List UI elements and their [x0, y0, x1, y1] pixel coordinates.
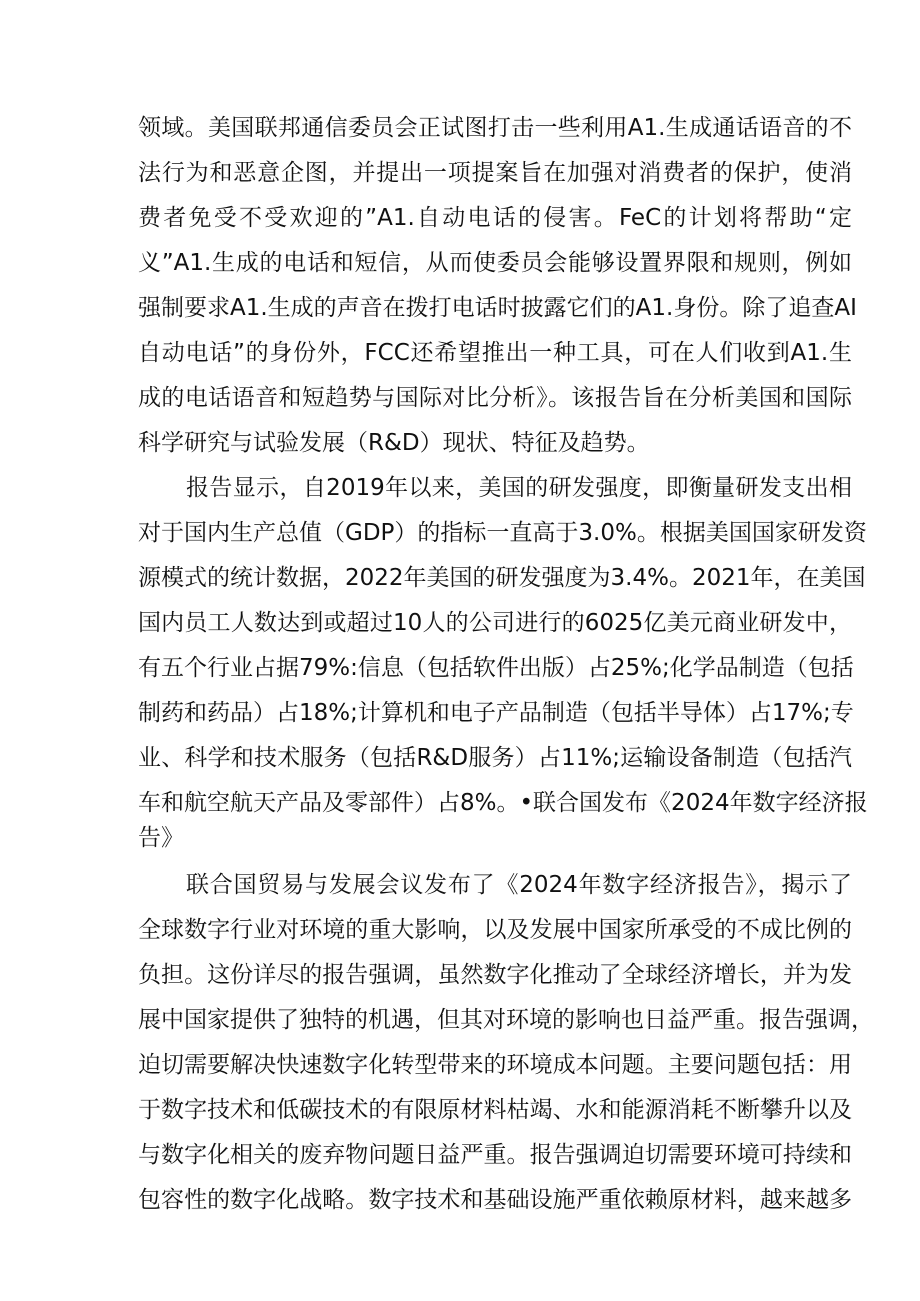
text-line: 联合国贸易与发展会议发布了《2024年数字经济报告》，揭示了 [186, 872, 852, 898]
text-line: 车和航空航天产品及零部件）占8%。•联合国发布《2024年数字经济报 [138, 790, 868, 816]
text-line: 全球数字行业对环境的重大影响，以及发展中国家所承受的不成比例的 [138, 917, 852, 943]
text-line: 迫切需要解决快速数字化转型带来的环境成本问题。主要问题包括：用 [138, 1052, 852, 1078]
text-line: 包容性的数字化战略。数字技术和基础设施严重依赖原材料，越来越多 [138, 1187, 852, 1213]
text-line: 业、科学和技术服务（包括R&D服务）占11%;运输设备制造（包括汽 [138, 745, 852, 771]
text-line: 自动电话”的身份外，FCC还希望推出一种工具，可在人们收到A1.生 [138, 340, 852, 366]
text-line: 告》 [138, 825, 184, 851]
text-line: 费者免受不受欢迎的”A1.自动电话的侵害。FeC的计划将帮助“定 [138, 205, 852, 231]
text-line: 领域。美国联邦通信委员会正试图打击一些利用A1.生成通话语音的不 [138, 115, 852, 141]
text-line: 制药和药品）占18%;计算机和电子产品制造（包括半导体）占17%;专 [138, 700, 854, 726]
text-line: 负担。这份详尽的报告强调，虽然数字化推动了全球经济增长，并为发 [138, 962, 852, 988]
text-line: 对于国内生产总值（GDP）的指标一直高于3.0%。根据美国国家研发资 [138, 520, 867, 546]
text-line: 与数字化相关的废弃物问题日益严重。报告强调迫切需要环境可持续和 [138, 1142, 852, 1168]
text-line: 义”A1.生成的电话和短信，从而使委员会能够设置界限和规则，例如 [138, 250, 852, 276]
text-line: 法行为和恶意企图，并提出一项提案旨在加强对消费者的保护，使消 [138, 160, 852, 186]
text-line: 展中国家提供了独特的机遇，但其对环境的影响也日益严重。报告强调， [138, 1007, 874, 1033]
text-line: 科学研究与试验发展（R&D）现状、特征及趋势。 [138, 430, 650, 456]
text-line: 国内员工人数达到或超过10人的公司进行的6025亿美元商业研发中， [138, 610, 852, 636]
text-line: 于数字技术和低碳技术的有限原材料枯竭、水和能源消耗不断攀升以及 [138, 1097, 852, 1123]
text-line: 成的电话语音和短趋势与国际对比分析》。该报告旨在分析美国和国际 [138, 385, 852, 411]
text-line: 有五个行业占据79%:信息（包括软件出版）占25%;化学品制造（包括 [138, 655, 854, 681]
text-line: 报告显示，自2019年以来，美国的研发强度，即衡量研发支出相 [186, 475, 852, 501]
text-line: 强制要求A1.生成的声音在拨打电话时披露它们的A1.身份。除了追查AI [138, 295, 857, 321]
text-line: 源模式的统计数据，2022年美国的研发强度为3.4%。2021年，在美国 [138, 565, 866, 591]
